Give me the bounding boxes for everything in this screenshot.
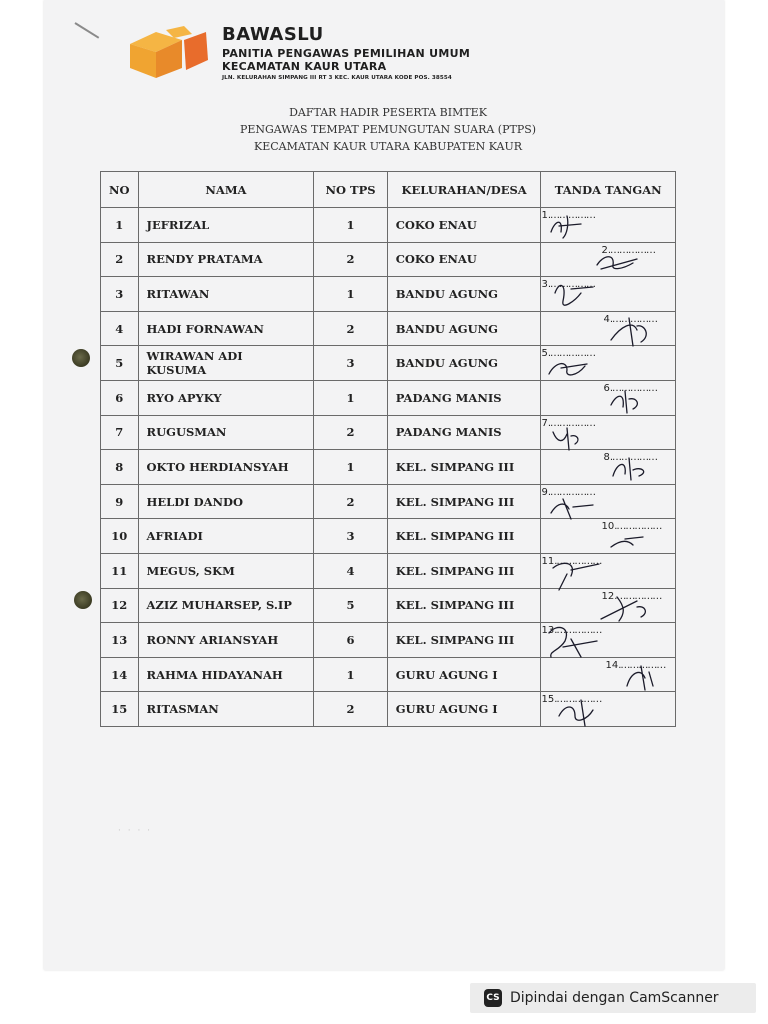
- row-no: 6: [101, 380, 139, 415]
- signature-number: 5: [541, 348, 548, 360]
- faint-bleed-mark: · · · ·: [118, 826, 153, 836]
- row-no: 2: [101, 242, 139, 277]
- signature-number: 3: [541, 279, 548, 291]
- row-no: 4: [101, 311, 139, 346]
- row-nama: RONNY ARIANSYAH: [138, 623, 314, 658]
- row-no: 12: [101, 588, 139, 623]
- row-no-tps: 1: [314, 277, 387, 312]
- row-kelurahan: COKO ENAU: [387, 208, 541, 243]
- row-nama: RUGUSMAN: [138, 415, 314, 450]
- punch-hole: [74, 591, 92, 609]
- row-no: 8: [101, 450, 139, 485]
- signature-number: 1: [541, 210, 548, 221]
- row-nama: RITAWAN: [138, 277, 314, 312]
- row-no-tps: 2: [314, 242, 387, 277]
- title-line-1: DAFTAR HADIR PESERTA BIMTEK: [289, 106, 487, 119]
- attendance-table: [100, 171, 676, 727]
- row-no: 9: [101, 484, 139, 519]
- title-line-3: KECAMATAN KAUR UTARA KABUPATEN KAUR: [253, 140, 522, 153]
- row-no: 11: [101, 553, 139, 588]
- signature-line-label: 14.……………: [605, 659, 666, 671]
- row-kelurahan: GURU AGUNG I: [387, 692, 541, 727]
- camscanner-icon: CS: [484, 989, 502, 1007]
- row-kelurahan: KEL. SIMPANG III: [387, 588, 541, 623]
- header-no: NO: [101, 172, 139, 208]
- header-no-tps: NO TPS: [314, 172, 387, 208]
- row-no-tps: 2: [314, 692, 387, 727]
- row-no-tps: 3: [314, 519, 387, 554]
- camscanner-badge: [470, 983, 756, 1013]
- signature-number: 12: [601, 590, 615, 602]
- row-nama: RYO APYKY: [138, 380, 314, 415]
- row-nama: RAHMA HIDAYANAH: [138, 657, 314, 692]
- signature-line-label: 9.……………: [541, 486, 596, 498]
- signature-number: 10: [601, 521, 615, 533]
- punch-hole: [72, 349, 90, 367]
- row-nama: RENDY PRATAMA: [138, 242, 314, 277]
- handwritten-signature: [541, 686, 677, 730]
- signature-number: 15: [541, 694, 555, 706]
- signature-number: 4: [603, 313, 610, 325]
- row-no: 14: [101, 657, 139, 692]
- row-no: 7: [101, 415, 139, 450]
- row-no: 10: [101, 519, 139, 554]
- row-no: 5: [101, 346, 139, 381]
- signature-line-label: 15.……………: [541, 694, 602, 706]
- row-kelurahan: GURU AGUNG I: [387, 657, 541, 692]
- header-tanda-tangan: TANDA TANGAN: [541, 172, 676, 208]
- row-no: 1: [101, 208, 139, 243]
- row-nama: HELDI DANDO: [138, 484, 314, 519]
- signature-line-label: 3.……………: [541, 279, 596, 291]
- signature-number: 13: [541, 625, 555, 637]
- signature-line-label: 4.……………: [603, 313, 658, 325]
- signature-number: 6: [603, 382, 610, 394]
- camscanner-label: Dipindai dengan CamScanner: [510, 990, 719, 1006]
- row-nama: AZIZ MUHARSEP, S.IP: [138, 588, 314, 623]
- signature-line-label: 12.……………: [601, 590, 662, 602]
- row-signature-cell: [541, 692, 676, 727]
- row-nama: JEFRIZAL: [138, 208, 314, 243]
- row-no-tps: 5: [314, 588, 387, 623]
- row-kelurahan: BANDU AGUNG: [387, 311, 541, 346]
- row-no-tps: 2: [314, 484, 387, 519]
- row-kelurahan: KEL. SIMPANG III: [387, 519, 541, 554]
- row-no-tps: 1: [314, 380, 387, 415]
- signature-line-label: 1.……………: [541, 210, 596, 221]
- signature-line-label: 7.……………: [541, 417, 596, 429]
- row-kelurahan: PADANG MANIS: [387, 415, 541, 450]
- row-no-tps: 1: [314, 208, 387, 243]
- row-no: 15: [101, 692, 139, 727]
- signature-line-label: 11.……………: [541, 555, 602, 567]
- org-line-3: KECAMATAN KAUR UTARA: [222, 60, 387, 73]
- signature-number: 11: [541, 555, 555, 567]
- row-nama: AFRIADI: [138, 519, 314, 554]
- signature-line-label: 6.……………: [603, 382, 658, 394]
- row-nama: RITASMAN: [138, 692, 314, 727]
- row-nama: HADI FORNAWAN: [138, 311, 314, 346]
- row-nama: WIRAWAN ADI KUSUMA: [138, 346, 314, 381]
- signature-number: 14: [605, 659, 619, 671]
- row-no-tps: 2: [314, 415, 387, 450]
- row-no-tps: 1: [314, 657, 387, 692]
- row-no-tps: 2: [314, 311, 387, 346]
- row-kelurahan: KEL. SIMPANG III: [387, 450, 541, 485]
- row-nama: MEGUS, SKM: [138, 553, 314, 588]
- signature-number: 8: [603, 452, 610, 464]
- signature-number: 9: [541, 486, 548, 498]
- title-line-2: PENGAWAS TEMPAT PEMUNGUTAN SUARA (PTPS): [239, 123, 537, 136]
- signature-line-label: 13.……………: [541, 625, 602, 637]
- header-nama: NAMA: [138, 172, 314, 208]
- signature-line-label: 10.……………: [601, 521, 662, 533]
- document-titles: [200, 104, 576, 155]
- org-line-2: PANITIA PENGAWAS PEMILIHAN UMUM: [222, 47, 471, 60]
- row-kelurahan: BANDU AGUNG: [387, 277, 541, 312]
- row-kelurahan: KEL. SIMPANG III: [387, 484, 541, 519]
- bawaslu-logo: [126, 26, 212, 80]
- row-kelurahan: BANDU AGUNG: [387, 346, 541, 381]
- row-kelurahan: PADANG MANIS: [387, 380, 541, 415]
- row-no-tps: 4: [314, 553, 387, 588]
- row-no-tps: 1: [314, 450, 387, 485]
- table-row: [101, 692, 676, 727]
- signature-line-label: 5.……………: [541, 348, 596, 360]
- signature-number: 2: [601, 244, 608, 256]
- org-name: BAWASLU: [222, 24, 324, 45]
- row-no: 3: [101, 277, 139, 312]
- row-no: 13: [101, 623, 139, 658]
- row-kelurahan: COKO ENAU: [387, 242, 541, 277]
- org-address: JLN. KELURAHAN SIMPANG III RT 3 KEC. KAUR UTARA KODE POS. 38554: [222, 75, 452, 81]
- row-no-tps: 3: [314, 346, 387, 381]
- row-nama: OKTO HERDIANSYAH: [138, 450, 314, 485]
- row-no-tps: 6: [314, 623, 387, 658]
- header-kelurahan: KELURAHAN/DESA: [387, 172, 541, 208]
- signature-line-label: 2.……………: [601, 244, 656, 256]
- row-kelurahan: KEL. SIMPANG III: [387, 553, 541, 588]
- organization-header: [222, 24, 470, 81]
- signature-number: 7: [541, 417, 548, 429]
- row-kelurahan: KEL. SIMPANG III: [387, 623, 541, 658]
- signature-line-label: 8.……………: [603, 452, 658, 464]
